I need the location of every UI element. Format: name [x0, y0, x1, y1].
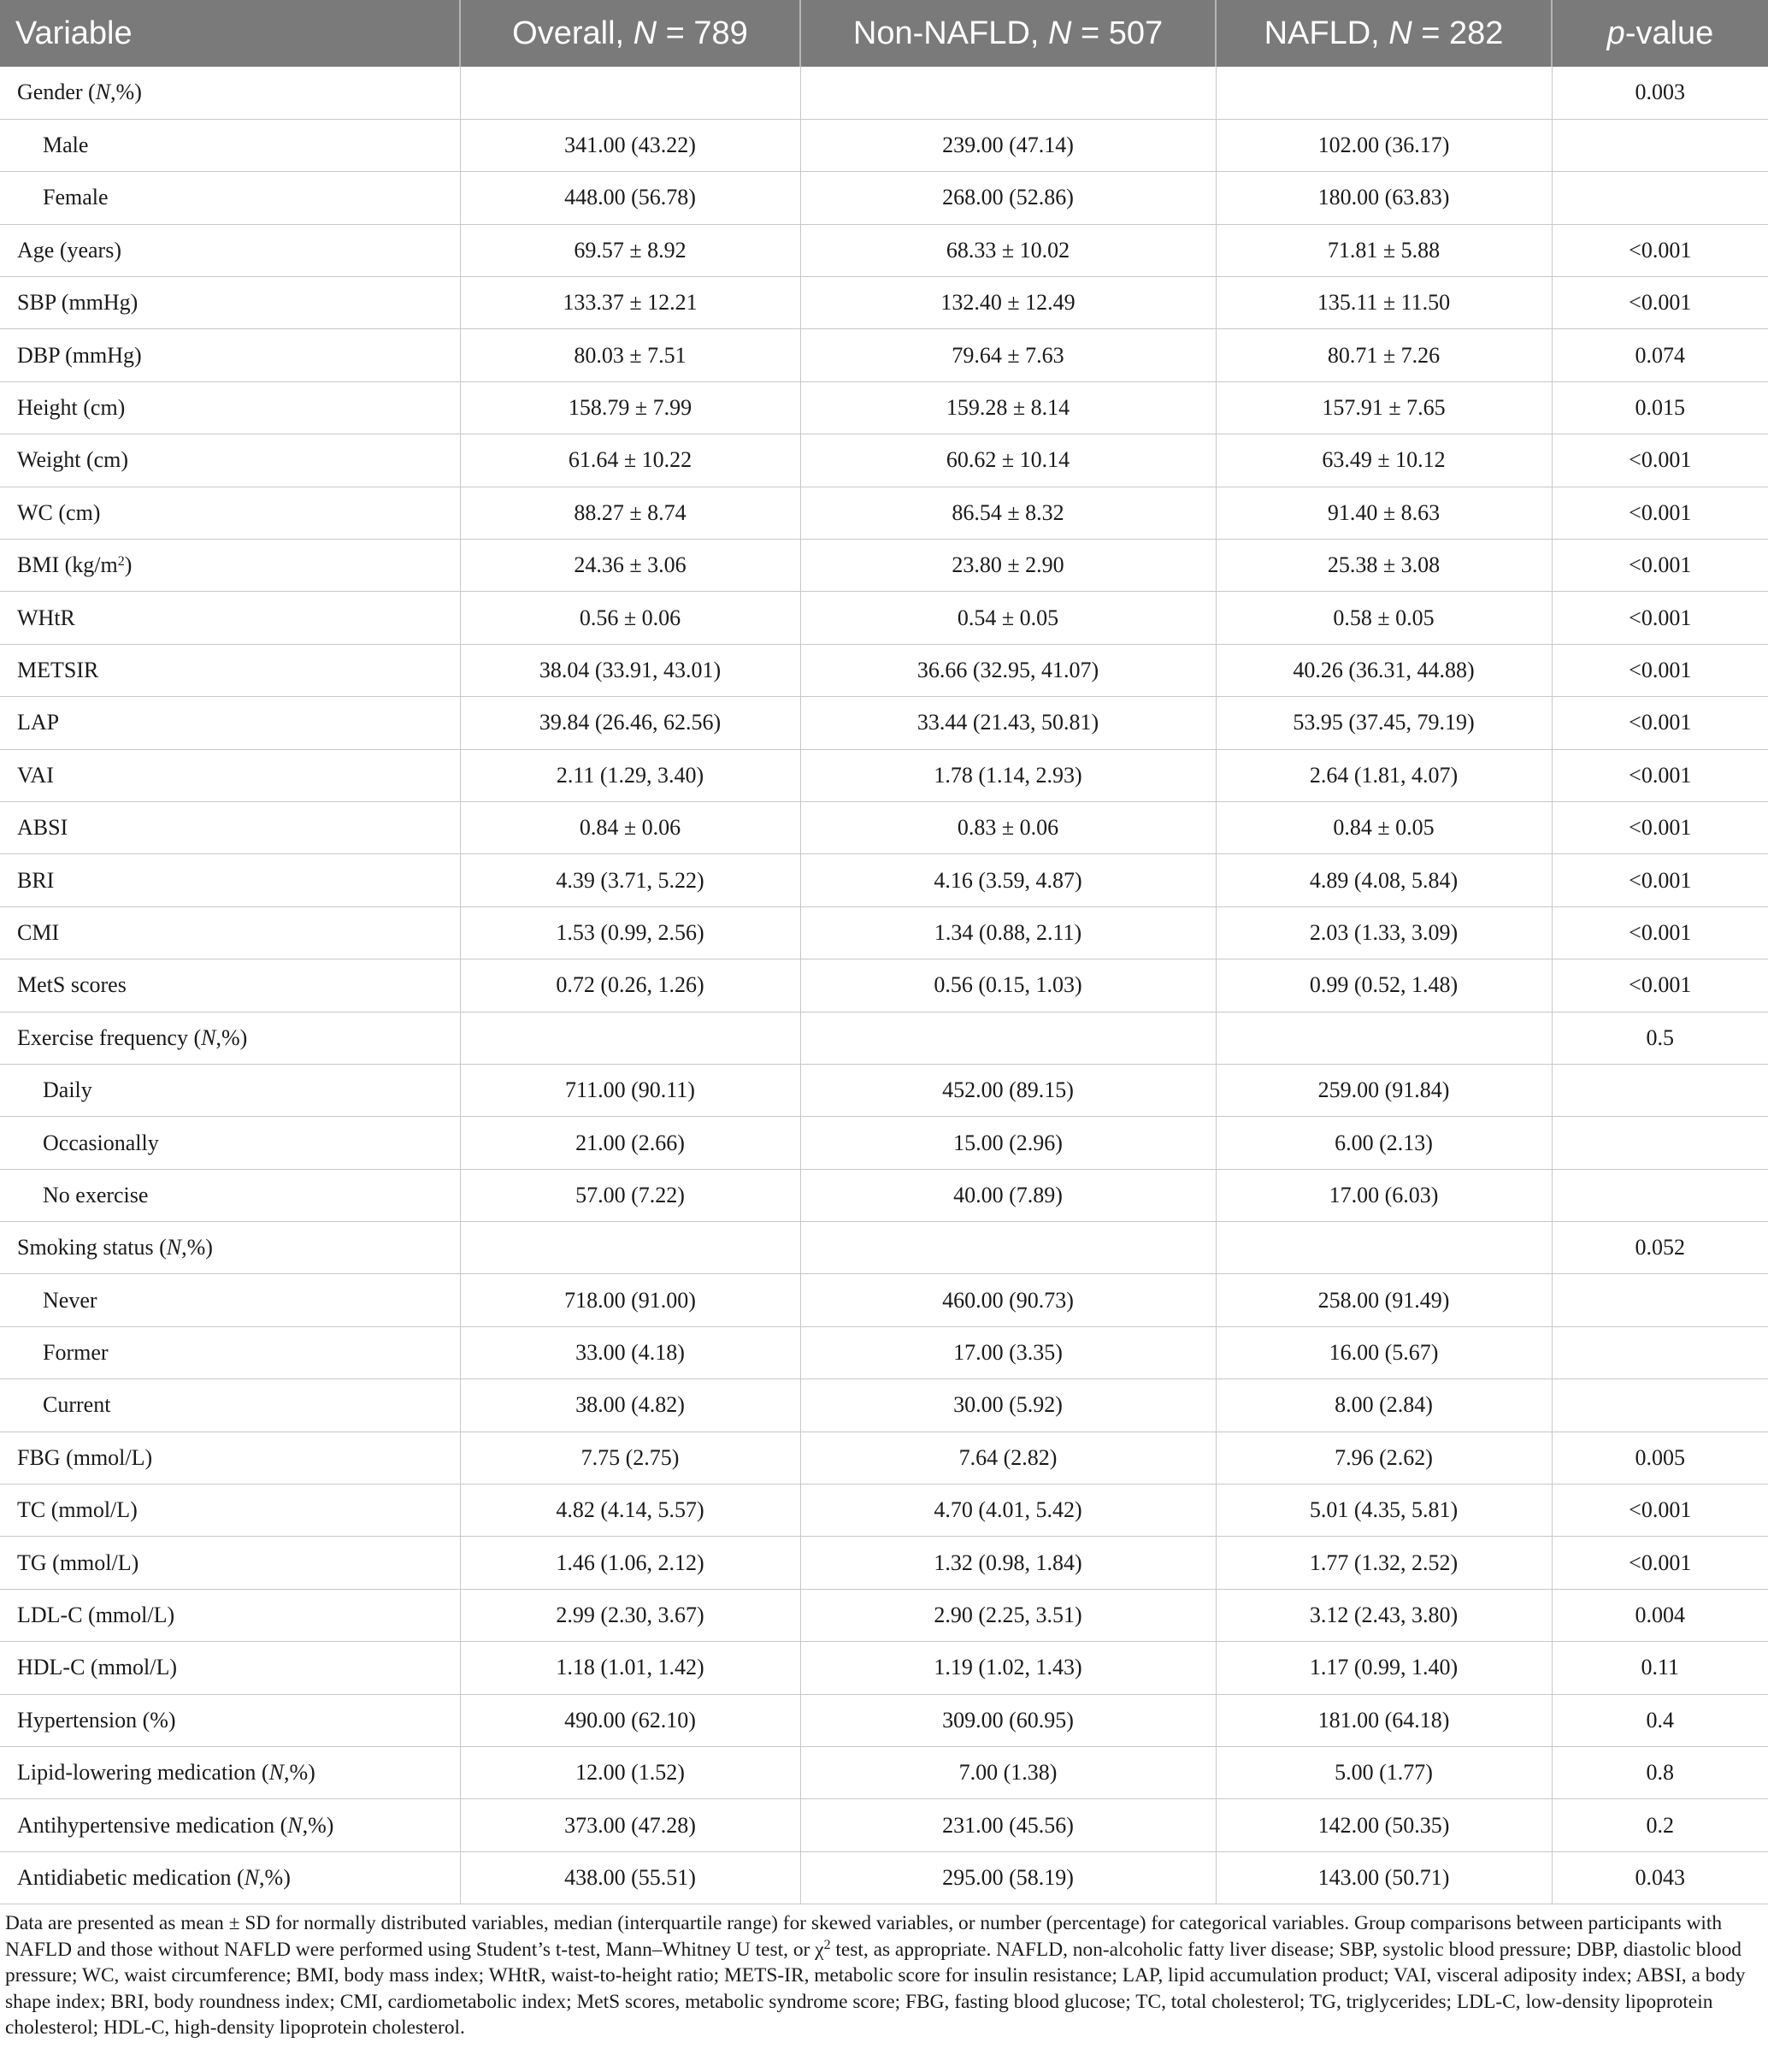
overall-cell: 718.00 (91.00): [460, 1274, 800, 1326]
overall-cell: 438.00 (55.51): [460, 1851, 800, 1904]
variable-cell: Female: [0, 172, 460, 224]
variable-cell: Antidiabetic medication (N,%): [0, 1851, 460, 1904]
p-value-cell: <0.001: [1552, 224, 1768, 276]
table-row: [0, 906, 1768, 959]
variable-cell: TG (mmol/L): [0, 1537, 460, 1589]
non-nafld-cell: 460.00 (90.73): [800, 1274, 1216, 1326]
overall-cell: 38.04 (33.91, 43.01): [460, 644, 800, 696]
non-nafld-cell: [800, 1222, 1216, 1274]
variable-cell: Current: [0, 1379, 460, 1432]
variable-cell: Never: [0, 1274, 460, 1326]
table-row: [0, 749, 1768, 801]
p-value-cell: [1552, 1064, 1768, 1116]
non-nafld-cell: 452.00 (89.15): [800, 1064, 1216, 1116]
nafld-cell: 102.00 (36.17): [1216, 119, 1552, 171]
variable-cell: BMI $(kg/m^2)$: [0, 540, 460, 592]
nafld-cell: 5.01 (4.35, 5.81): [1216, 1485, 1552, 1537]
table-row: [0, 224, 1768, 276]
overall-cell: 341.00 (43.22): [460, 119, 800, 171]
table-row: [0, 1799, 1768, 1851]
overall-cell: 373.00 (47.28): [460, 1799, 800, 1851]
table-row: [0, 1485, 1768, 1537]
p-value-cell: 0.003: [1552, 67, 1768, 119]
non-nafld-cell: 15.00 (2.96): [800, 1117, 1216, 1169]
table-row: [0, 67, 1768, 119]
nafld-cell: 40.26 (36.31, 44.88): [1216, 644, 1552, 696]
overall-cell: 33.00 (4.18): [460, 1326, 800, 1378]
header-variable: Variable: [0, 0, 460, 67]
p-value-cell: <0.001: [1552, 1537, 1768, 1589]
non-nafld-cell: [800, 67, 1216, 119]
nafld-cell: 157.91 ± 7.65: [1216, 381, 1552, 434]
non-nafld-cell: 1.78 (1.14, 2.93): [800, 749, 1216, 801]
overall-cell: 490.00 (62.10): [460, 1694, 800, 1746]
table-row: [0, 1064, 1768, 1116]
p-value-cell: 0.8: [1552, 1747, 1768, 1799]
overall-cell: 4.82 (4.14, 5.57): [460, 1485, 800, 1537]
overall-cell: [460, 67, 800, 119]
nafld-cell: 63.49 ± 10.12: [1216, 434, 1552, 487]
overall-cell: 0.72 (0.26, 1.26): [460, 959, 800, 1012]
nafld-cell: [1216, 1222, 1552, 1274]
p-value-cell: 0.11: [1552, 1642, 1768, 1694]
p-value-cell: 0.074: [1552, 329, 1768, 381]
header-nafld: NAFLD, N = 282: [1216, 0, 1552, 67]
p-value-cell: 0.2: [1552, 1799, 1768, 1851]
overall-cell: 711.00 (90.11): [460, 1064, 800, 1116]
overall-cell: 1.53 (0.99, 2.56): [460, 906, 800, 959]
table-row: [0, 959, 1768, 1012]
header-row: [0, 0, 1768, 67]
nafld-cell: [1216, 1012, 1552, 1064]
overall-cell: 57.00 (7.22): [460, 1169, 800, 1221]
overall-cell: 69.57 ± 8.92: [460, 224, 800, 276]
non-nafld-cell: 0.83 ± 0.06: [800, 801, 1216, 853]
nafld-cell: 2.64 (1.81, 4.07): [1216, 749, 1552, 801]
table-row: [0, 697, 1768, 749]
nafld-cell: 259.00 (91.84): [1216, 1064, 1552, 1116]
non-nafld-cell: 86.54 ± 8.32: [800, 487, 1216, 539]
nafld-cell: 0.99 (0.52, 1.48): [1216, 959, 1552, 1012]
variable-cell: DBP (mmHg): [0, 329, 460, 381]
overall-cell: 4.39 (3.71, 5.22): [460, 854, 800, 906]
table-row: [0, 329, 1768, 381]
table-row: [0, 854, 1768, 906]
p-value-cell: [1552, 1326, 1768, 1378]
non-nafld-cell: 309.00 (60.95): [800, 1694, 1216, 1746]
nafld-cell: 258.00 (91.49): [1216, 1274, 1552, 1326]
table-row: [0, 1537, 1768, 1589]
table-body: [0, 67, 1768, 1904]
table-row: [0, 434, 1768, 487]
overall-cell: 12.00 (1.52): [460, 1747, 800, 1799]
table-row: [0, 277, 1768, 329]
overall-cell: 133.37 ± 12.21: [460, 277, 800, 329]
overall-cell: [460, 1012, 800, 1064]
table-row: [0, 1851, 1768, 1904]
p-value-cell: <0.001: [1552, 697, 1768, 749]
variable-cell: Antihypertensive medication (N,%): [0, 1799, 460, 1851]
overall-cell: 88.27 ± 8.74: [460, 487, 800, 539]
non-nafld-cell: 0.54 ± 0.05: [800, 592, 1216, 644]
table-row: [0, 119, 1768, 171]
table-row: [0, 1222, 1768, 1274]
overall-cell: 61.64 ± 10.22: [460, 434, 800, 487]
non-nafld-cell: 295.00 (58.19): [800, 1851, 1216, 1904]
nafld-cell: 16.00 (5.67): [1216, 1326, 1552, 1378]
overall-cell: 7.75 (2.75): [460, 1432, 800, 1484]
variable-cell: Former: [0, 1326, 460, 1378]
nafld-cell: 80.71 ± 7.26: [1216, 329, 1552, 381]
p-value-cell: 0.004: [1552, 1589, 1768, 1641]
table-header: [0, 0, 1768, 67]
variable-cell: WHtR: [0, 592, 460, 644]
p-value-cell: <0.001: [1552, 854, 1768, 906]
table-row: [0, 801, 1768, 853]
p-value-cell: <0.001: [1552, 277, 1768, 329]
variable-cell: LDL-C (mmol/L): [0, 1589, 460, 1641]
p-value-cell: <0.001: [1552, 434, 1768, 487]
non-nafld-cell: 36.66 (32.95, 41.07): [800, 644, 1216, 696]
nafld-cell: 181.00 (64.18): [1216, 1694, 1552, 1746]
variable-cell: Smoking status (N,%): [0, 1222, 460, 1274]
variable-cell: WC (cm): [0, 487, 460, 539]
overall-cell: [460, 1222, 800, 1274]
p-value-cell: <0.001: [1552, 959, 1768, 1012]
non-nafld-cell: 40.00 (7.89): [800, 1169, 1216, 1221]
p-value-cell: [1552, 119, 1768, 171]
header-non-nafld: Non-NAFLD, N = 507: [800, 0, 1216, 67]
non-nafld-cell: 30.00 (5.92): [800, 1379, 1216, 1432]
variable-cell: SBP (mmHg): [0, 277, 460, 329]
non-nafld-cell: 239.00 (47.14): [800, 119, 1216, 171]
overall-cell: 1.18 (1.01, 1.42): [460, 1642, 800, 1694]
overall-cell: 80.03 ± 7.51: [460, 329, 800, 381]
variable-cell: Age (years): [0, 224, 460, 276]
table-row: [0, 487, 1768, 539]
non-nafld-cell: 4.16 (3.59, 4.87): [800, 854, 1216, 906]
variable-cell: Occasionally: [0, 1117, 460, 1169]
table-row: [0, 644, 1768, 696]
non-nafld-cell: 1.19 (1.02, 1.43): [800, 1642, 1216, 1694]
table-row: [0, 1379, 1768, 1432]
overall-cell: 2.99 (2.30, 3.67): [460, 1589, 800, 1641]
non-nafld-cell: 231.00 (45.56): [800, 1799, 1216, 1851]
variable-cell: Hypertension (%): [0, 1694, 460, 1746]
nafld-cell: [1216, 67, 1552, 119]
nafld-cell: 71.81 ± 5.88: [1216, 224, 1552, 276]
p-value-cell: 0.043: [1552, 1851, 1768, 1904]
p-value-cell: <0.001: [1552, 592, 1768, 644]
p-value-cell: <0.001: [1552, 749, 1768, 801]
nafld-cell: 0.84 ± 0.05: [1216, 801, 1552, 853]
table-footnote: Data are presented as mean ± SD for normally distributed variables, median (interquartile range) for skewed variables, or number (percentage) for categorical variables. Group comparisons between participants with NAFLD and those without NAFLD were performed using Student’s t-test, Mann–Whitney U test, or $\chi^2$ test, as appropriate. NAFLD, non-alcoholic fatty liver disease; SBP, systolic blood pressure; DBP, diastolic blood pressure; WC, waist circumference; BMI, body mass index; WHtR, waist-to-height ratio; METS-IR, metabolic score for insulin resistance; LAP, lipid accumulation product; VAI, visceral adiposity index; ABSI, a body shape index; BRI, body roundness index; CMI, cardiometabolic index; MetS scores, metabolic syndrome score; FBG, fasting blood glucose; TC, total cholesterol; TG, triglycerides; LDL-C, low-density lipoprotein cholesterol; HDL-C, high-density lipoprotein cholesterol.: [5, 1912, 1746, 2039]
overall-cell: 39.84 (26.46, 62.56): [460, 697, 800, 749]
header-overall: Overall, N = 789: [460, 0, 800, 67]
nafld-cell: 7.96 (2.62): [1216, 1432, 1552, 1484]
p-value-cell: [1552, 1379, 1768, 1432]
table-row: [0, 381, 1768, 434]
overall-cell: 158.79 ± 7.99: [460, 381, 800, 434]
variable-cell: BRI: [0, 854, 460, 906]
variable-cell: TC (mmol/L): [0, 1485, 460, 1537]
nafld-cell: 135.11 ± 11.50: [1216, 277, 1552, 329]
header-p-value: p-value: [1606, 15, 1714, 51]
variable-cell: LAP: [0, 697, 460, 749]
nafld-cell: 8.00 (2.84): [1216, 1379, 1552, 1432]
nafld-cell: 1.77 (1.32, 2.52): [1216, 1537, 1552, 1589]
p-value-cell: <0.001: [1552, 801, 1768, 853]
p-value-cell: 0.052: [1552, 1222, 1768, 1274]
overall-cell: 2.11 (1.29, 3.40): [460, 749, 800, 801]
nafld-cell: 4.89 (4.08, 5.84): [1216, 854, 1552, 906]
table-row: [0, 592, 1768, 644]
non-nafld-cell: 2.90 (2.25, 3.51): [800, 1589, 1216, 1641]
variable-cell: CMI: [0, 906, 460, 959]
variable-cell: FBG (mmol/L): [0, 1432, 460, 1484]
p-value-cell: <0.001: [1552, 487, 1768, 539]
nafld-cell: 25.38 ± 3.08: [1216, 540, 1552, 592]
table-row: [0, 1117, 1768, 1169]
nafld-cell: 0.58 ± 0.05: [1216, 592, 1552, 644]
nafld-cell: 180.00 (63.83): [1216, 172, 1552, 224]
p-value-cell: <0.001: [1552, 906, 1768, 959]
overall-cell: 24.36 ± 3.06: [460, 540, 800, 592]
p-value-cell: <0.001: [1552, 1485, 1768, 1537]
non-nafld-cell: 79.64 ± 7.63: [800, 329, 1216, 381]
non-nafld-cell: 33.44 (21.43, 50.81): [800, 697, 1216, 749]
nafld-cell: 17.00 (6.03): [1216, 1169, 1552, 1221]
table-row: [0, 1747, 1768, 1799]
p-value-cell: [1552, 172, 1768, 224]
p-value-cell: 0.015: [1552, 381, 1768, 434]
non-nafld-cell: 7.64 (2.82): [800, 1432, 1216, 1484]
overall-cell: 448.00 (56.78): [460, 172, 800, 224]
table-row: [0, 1169, 1768, 1221]
p-value-cell: <0.001: [1552, 644, 1768, 696]
variable-cell: Height (cm): [0, 381, 460, 434]
variable-cell: Exercise frequency (N,%): [0, 1012, 460, 1064]
table-row: [0, 1274, 1768, 1326]
variable-cell: ABSI: [0, 801, 460, 853]
nafld-cell: 5.00 (1.77): [1216, 1747, 1552, 1799]
p-value-cell: [1552, 1117, 1768, 1169]
non-nafld-cell: 1.32 (0.98, 1.84): [800, 1537, 1216, 1589]
table-row: [0, 1642, 1768, 1694]
table-row: [0, 1432, 1768, 1484]
non-nafld-cell: 0.56 (0.15, 1.03): [800, 959, 1216, 1012]
p-value-cell: [1552, 1169, 1768, 1221]
non-nafld-cell: 68.33 ± 10.02: [800, 224, 1216, 276]
variable-cell: MetS scores: [0, 959, 460, 1012]
non-nafld-cell: 17.00 (3.35): [800, 1326, 1216, 1378]
variable-cell: Gender (N,%): [0, 67, 460, 119]
non-nafld-cell: 1.34 (0.88, 2.11): [800, 906, 1216, 959]
non-nafld-cell: 23.80 ± 2.90: [800, 540, 1216, 592]
variable-cell: No exercise: [0, 1169, 460, 1221]
nafld-cell: 3.12 (2.43, 3.80): [1216, 1589, 1552, 1641]
non-nafld-cell: 268.00 (52.86): [800, 172, 1216, 224]
variable-cell: Lipid-lowering medication (N,%): [0, 1747, 460, 1799]
variable-cell: Weight (cm): [0, 434, 460, 487]
table-row: [0, 172, 1768, 224]
p-value-cell: 0.5: [1552, 1012, 1768, 1064]
non-nafld-cell: 132.40 ± 12.49: [800, 277, 1216, 329]
nafld-cell: 142.00 (50.35): [1216, 1799, 1552, 1851]
p-value-cell: 0.005: [1552, 1432, 1768, 1484]
overall-cell: 38.00 (4.82): [460, 1379, 800, 1432]
non-nafld-cell: 4.70 (4.01, 5.42): [800, 1485, 1216, 1537]
nafld-cell: 1.17 (0.99, 1.40): [1216, 1642, 1552, 1694]
overall-cell: 21.00 (2.66): [460, 1117, 800, 1169]
table-row: [0, 1589, 1768, 1641]
p-value-cell: [1552, 1274, 1768, 1326]
nafld-cell: 91.40 ± 8.63: [1216, 487, 1552, 539]
overall-cell: 0.56 ± 0.06: [460, 592, 800, 644]
variable-cell: Male: [0, 119, 460, 171]
variable-cell: METSIR: [0, 644, 460, 696]
p-value-cell: <0.001: [1552, 540, 1768, 592]
variable-cell: Daily: [0, 1064, 460, 1116]
p-value-cell: 0.4: [1552, 1694, 1768, 1746]
nafld-cell: 2.03 (1.33, 3.09): [1216, 906, 1552, 959]
table-row: [0, 1326, 1768, 1378]
variable-cell: VAI: [0, 749, 460, 801]
non-nafld-cell: [800, 1012, 1216, 1064]
overall-cell: 1.46 (1.06, 2.12): [460, 1537, 800, 1589]
nafld-cell: 143.00 (50.71): [1216, 1851, 1552, 1904]
table-row: [0, 1012, 1768, 1064]
nafld-cell: 53.95 (37.45, 79.19): [1216, 697, 1552, 749]
table-row: [0, 540, 1768, 592]
non-nafld-cell: 7.00 (1.38): [800, 1747, 1216, 1799]
overall-cell: 0.84 ± 0.06: [460, 801, 800, 853]
variable-cell: HDL-C (mmol/L): [0, 1642, 460, 1694]
non-nafld-cell: 60.62 ± 10.14: [800, 434, 1216, 487]
nafld-cell: 6.00 (2.13): [1216, 1117, 1552, 1169]
table-row: [0, 1694, 1768, 1746]
non-nafld-cell: 159.28 ± 8.14: [800, 381, 1216, 434]
